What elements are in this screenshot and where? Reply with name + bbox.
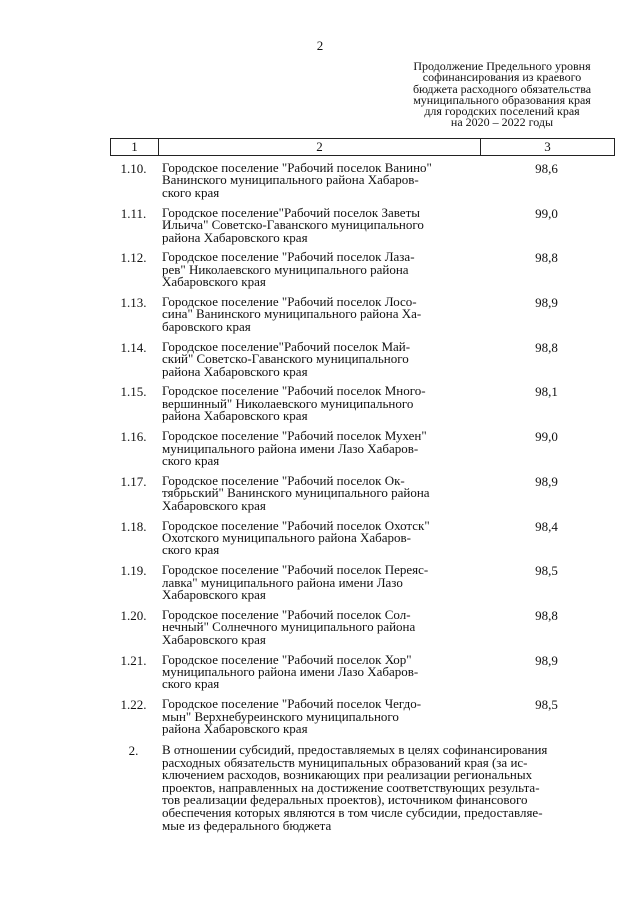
page-number: 2 (316, 38, 324, 53)
table-row (110, 472, 615, 520)
row-number: 1.20. (120, 607, 147, 623)
table-row (110, 162, 615, 207)
settlement-name-line: района Хабаровского края (162, 721, 308, 737)
row-number: 1.10. (120, 161, 147, 176)
cofinancing-level-value: 98,5 (535, 697, 558, 713)
cofinancing-level-value: 99,0 (535, 429, 558, 445)
settlement-name (162, 517, 482, 558)
section-text (162, 744, 615, 832)
section-line: В отношении субсидий, предоставляемых в целях софинансирования (162, 742, 548, 757)
settlement-name-line: Городское поселение "Рабочий поселок Чегдо- (162, 696, 422, 712)
cofinancing-level-value: 98,5 (535, 563, 558, 579)
note-line: на 2020 – 2022 годы (450, 115, 554, 130)
cofinancing-level-value: 98,8 (535, 250, 558, 266)
settlement-name-line: Городское поселение "Рабочий поселок Ванино" (162, 160, 432, 175)
section-line: проектов, направленных на достижение соответствующих результа- (162, 779, 540, 795)
settlement-name-line: Городское поселение"Рабочий поселок Заветы (162, 204, 420, 220)
settlement-name (162, 385, 482, 422)
section-line: тов реализации федеральных проектов), источником финансового (162, 792, 528, 808)
settlement-name-line: Городское поселение "Рабочий поселок Лосо- (162, 294, 417, 310)
settlement-name-line: муниципального района имени Лазо Хабаров- (162, 663, 419, 679)
settlement-name-line: района Хабаровского края (162, 363, 308, 379)
settlement-name (162, 338, 482, 379)
settlement-name-line: Городское поселение "Рабочий поселок Много- (162, 383, 426, 399)
settlement-name-line: Охотского муниципального района Хабаров- (162, 529, 411, 545)
settlement-name-line: Городское поселение"Рабочий поселок Май- (162, 338, 411, 354)
section-line: мые из федерального бюджета (162, 817, 332, 833)
table-row (110, 296, 615, 341)
section-line: ключением расходов, возникающих при реализации региональных (162, 767, 533, 783)
settlement-name-line: Хабаровского края (162, 274, 266, 290)
settlement-name (162, 204, 482, 245)
cofinancing-level-value: 98,4 (535, 518, 558, 534)
section-number: 2. (128, 743, 139, 758)
table-row (110, 385, 615, 430)
row-number: 1.16. (120, 429, 147, 445)
settlement-name-line: ского края (162, 542, 220, 558)
table-row (110, 698, 615, 743)
note-line: бюджета расходного обязательства (412, 81, 592, 96)
settlement-name-line: Ванинского муниципального района Хабаров- (162, 172, 419, 188)
cofinancing-level-value: 99,0 (535, 205, 558, 221)
row-number: 1.14. (120, 339, 147, 355)
note-line: для городских поселений края (424, 104, 580, 119)
settlement-name (162, 606, 482, 647)
settlement-name-line: нечный" Солнечного муниципального района (162, 619, 416, 635)
cofinancing-level-value: 98,8 (535, 339, 558, 355)
settlement-name-line: Городское поселение "Рабочий поселок Сол- (162, 606, 411, 622)
settlement-name (162, 430, 482, 467)
note-line: муниципального образования края (413, 92, 591, 107)
note-line: софинансирования из краевого (422, 70, 582, 85)
table-row (110, 204, 615, 252)
table-row (110, 251, 615, 296)
column-header-2: 2 (159, 139, 481, 155)
settlement-name-line: Хабаровского края (162, 587, 266, 602)
table-row (110, 564, 615, 609)
table-column-header (110, 138, 615, 156)
table-row (110, 517, 615, 565)
table-continuation-note (382, 61, 622, 129)
settlement-name-line: района Хабаровского края (162, 408, 308, 424)
settlement-name-line: лавка" муниципального района имени Лазо (162, 574, 403, 590)
settlement-name-line: Городское поселение "Рабочий поселок Ок- (162, 472, 405, 488)
settlement-name-line: мын" Верхнебуреинского муниципального (162, 708, 399, 724)
cofinancing-level-value: 98,9 (535, 652, 558, 668)
row-number: 1.11. (120, 205, 147, 221)
note-line: Продолжение Предельного уровня (413, 59, 591, 73)
settlement-name-line: Городское поселение "Рабочий поселок Лаза- (162, 249, 415, 265)
row-number: 1.15. (120, 384, 147, 400)
settlement-name (162, 651, 482, 692)
settlement-name-line: Городское поселение "Рабочий поселок Переяс- (162, 562, 429, 578)
row-number: 1.17. (120, 473, 147, 489)
settlement-name (162, 472, 482, 513)
cofinancing-level-value: 98,8 (535, 607, 558, 623)
settlement-name-line: рев" Николаевского муниципального района (162, 261, 409, 277)
settlement-name-line: тябрьский" Ванинского муниципального района (162, 485, 430, 501)
table-body (110, 162, 615, 743)
section-line: обеспечения которых являются в том числе субсидии, предоставляе- (162, 804, 543, 820)
section-line: расходных обязательств муниципальных образований края (за ис- (162, 754, 528, 770)
row-number: 1.18. (120, 518, 147, 534)
settlement-name-line: района Хабаровского края (162, 229, 308, 245)
settlement-name (162, 251, 482, 288)
cofinancing-level-value: 98,1 (535, 384, 558, 400)
cofinancing-level-value: 98,6 (535, 161, 558, 176)
settlement-name-line: сина" Ванинского муниципального района Ха- (162, 306, 422, 322)
settlement-name-line: баровского края (162, 318, 251, 334)
settlement-name (162, 162, 482, 199)
settlement-name-line: ский" Советско-Гаванского муниципального (162, 351, 409, 367)
settlement-name-line: Ильича" Советско-Гаванского муниципального (162, 217, 424, 233)
table-row (110, 338, 615, 386)
settlement-name-line: Городское поселение "Рабочий поселок Мухен" (162, 428, 427, 444)
table-row (110, 430, 615, 475)
settlement-name-line: Хабаровского края (162, 497, 266, 513)
settlement-name (162, 296, 482, 333)
row-number: 1.19. (120, 563, 147, 579)
settlement-name-line: вершинный" Николаевского муниципального (162, 395, 414, 411)
settlement-name-line: ского края (162, 452, 220, 468)
column-header-1: 1 (111, 139, 159, 155)
row-number: 1.12. (120, 250, 147, 266)
settlement-name-line: Городское поселение "Рабочий поселок Хор" (162, 651, 412, 667)
settlement-name-line: Городское поселение "Рабочий поселок Охотск" (162, 517, 430, 533)
settlement-name-line: ского края (162, 184, 220, 200)
settlement-name-line: Хабаровского края (162, 631, 266, 647)
table-row (110, 606, 615, 654)
row-number: 1.22. (120, 697, 147, 713)
settlement-name-line: муниципального района имени Лазо Хабаров- (162, 440, 419, 456)
cofinancing-level-value: 98,9 (535, 473, 558, 489)
table-row (110, 651, 615, 699)
column-header-3: 3 (544, 139, 551, 154)
settlement-name (162, 564, 482, 601)
row-number: 1.13. (120, 295, 147, 311)
row-number: 1.21. (120, 652, 147, 668)
settlement-name-line: ского края (162, 676, 220, 692)
cofinancing-level-value: 98,9 (535, 295, 558, 311)
settlement-name (162, 698, 482, 735)
